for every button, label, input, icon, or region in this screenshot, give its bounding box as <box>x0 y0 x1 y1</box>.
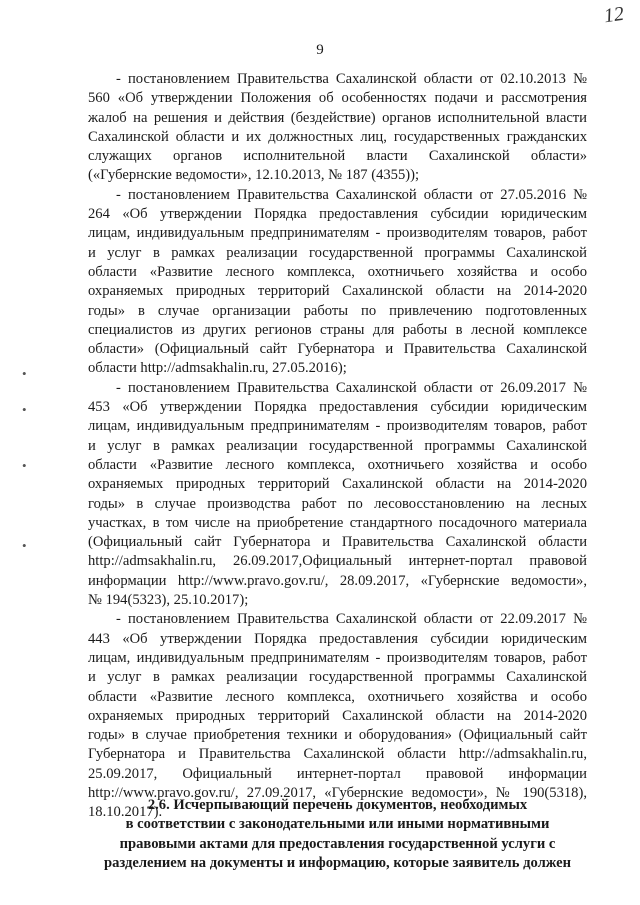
text-line: лицам, индивидуальным предпринимателям - производителям товаров, работ <box>88 418 587 435</box>
text-line: - постановлением Правительства Сахалинской области от 26.09.2017 № <box>116 379 587 396</box>
margin-mark: • <box>22 402 27 417</box>
text-line: области http://admsakhalin.ru, 27.05.2016); <box>88 360 347 377</box>
text-line: области» (Официальный сайт Губернатора и Правительства Сахалинской <box>88 341 587 358</box>
text-line: Сахалинской области и их должностных лиц, государственных гражданских <box>88 128 587 145</box>
text-line: охраняемых природных территорий Сахалинской области на 2014-2020 <box>88 476 587 493</box>
text-line: и услуг в рамках реализации государственной программы Сахалинской <box>88 244 587 261</box>
text-line: № 194(5323), 25.10.2017); <box>88 592 249 609</box>
text-line: области «Развитие лесного комплекса, охотничьего хозяйства и особо <box>88 688 587 705</box>
text-line: охраняемых природных территорий Сахалинской области на 2014-2020 <box>88 283 587 300</box>
margin-mark: • <box>22 538 27 553</box>
text-line: Губернатора и Правительства Сахалинской области http://admsakhalin.ru, <box>88 746 587 763</box>
text-line: жалоб на решения и действия (бездействие) органов исполнительной власти <box>88 109 587 126</box>
text-line: 264 «Об утверждении Порядка предоставления субсидии юридическим <box>88 206 587 223</box>
text-line: («Губернские ведомости», 12.10.2013, № 187 (4355)); <box>88 167 420 184</box>
heading-line: 2.6. Исчерпывающий перечень документов, необходимых <box>147 797 528 813</box>
handwritten-page-number: 12 <box>602 2 626 28</box>
text-line: и услуг в рамках реализации государственной программы Сахалинской <box>88 437 587 454</box>
margin-mark: • <box>22 366 27 381</box>
text-line: служащих органов исполнительной власти Сахалинской области» <box>88 148 587 165</box>
body-text <box>88 70 587 823</box>
text-line: участках, в том числе на приобретение стандартного посадочного материала <box>88 514 587 531</box>
text-line: http://www.pravo.gov.ru/, 27.09.2017, «Губернские ведомости», № 190(5318), <box>88 784 587 801</box>
page-number: 9 <box>316 42 324 58</box>
text-line: и услуг в рамках реализации государственной программы Сахалинской <box>88 669 587 686</box>
text-line: 453 «Об утверждении Порядка предоставления субсидии юридическим <box>88 399 587 416</box>
text-line: годы» в случае производства работ по лесовосстановлению на лесных <box>88 495 587 512</box>
text-line: лицам, индивидуальным предпринимателям - производителям товаров, работ <box>88 649 587 666</box>
paragraph-resolution-27-05-2016 <box>88 186 587 379</box>
section-heading-2-6 <box>88 796 587 873</box>
paragraph-resolution-02-10-2013 <box>88 70 587 186</box>
text-line: лицам, индивидуальным предпринимателям - производителям товаров, работ <box>88 225 587 242</box>
text-line: (Официальный сайт Губернатора и Правительства Сахалинской области <box>88 534 587 551</box>
text-line: 18.10.2017). <box>88 804 163 821</box>
heading-line: разделением на документы и информацию, которые заявитель должен <box>103 854 572 871</box>
text-line: - постановлением Правительства Сахалинской области от 02.10.2013 № <box>116 71 587 87</box>
text-line: 443 «Об утверждении Порядка предоставления субсидии юридическим <box>88 630 587 647</box>
text-line: - постановлением Правительства Сахалинской области от 27.05.2016 № <box>116 186 587 203</box>
heading-line: правовыми актами для предоставления государственной услуги с <box>119 835 556 852</box>
paragraph-resolution-22-09-2017 <box>88 610 587 822</box>
text-line: 25.09.2017, Официальный интернет-портал правовой информации <box>88 765 587 782</box>
margin-mark: • <box>22 458 27 473</box>
text-line: http://admsakhalin.ru, 26.09.2017,Официальный интернет-портал правовой <box>88 553 587 570</box>
text-line: 560 «Об утверждении Положения об особенностях подачи и рассмотрения <box>88 90 587 107</box>
paragraph-resolution-26-09-2017 <box>88 379 587 611</box>
text-line: - постановлением Правительства Сахалинской области от 22.09.2017 № <box>116 611 587 628</box>
text-line: специалистов из других регионов страны для работы в лесной комплексе <box>88 321 587 338</box>
text-line: информации http://www.pravo.gov.ru/, 28.09.2017, «Губернские ведомости», <box>88 572 587 589</box>
text-line: области «Развитие лесного комплекса, охотничьего хозяйства и особо <box>88 456 587 473</box>
heading-line: в соответствии с законодательными или иными нормативными <box>125 816 550 833</box>
text-line: области «Развитие лесного комплекса, охотничьего хозяйства и особо <box>88 263 587 280</box>
text-line: годы» в случае организации работы по привлечению подготовленных <box>88 302 587 319</box>
text-line: охраняемых природных территорий Сахалинской области на 2014-2020 <box>88 707 587 724</box>
text-line: годы» в случае приобретения техники и оборудования» (Официальный сайт <box>88 727 587 744</box>
